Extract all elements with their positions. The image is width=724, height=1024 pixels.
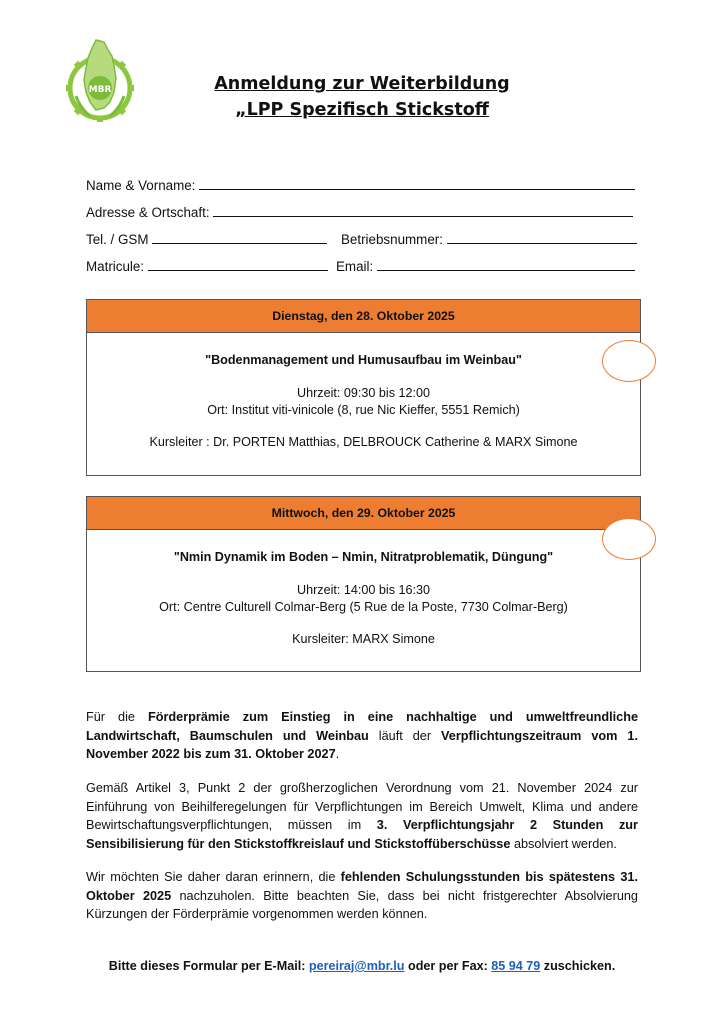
tel-label: Tel. / GSM xyxy=(86,232,149,247)
p3-text-a: Wir möchten Sie daher daran erinnern, die xyxy=(86,870,341,884)
email-label: Email: xyxy=(336,259,374,274)
session-place-1: Ort: Institut viti-vinicole (8, rue Nic Kieffer, 5551 Remich) xyxy=(207,403,520,417)
document-subtitle: „LPP Spezifisch Stickstoff xyxy=(235,100,489,120)
matricule-label: Matricule: xyxy=(86,259,145,274)
p1-text-e: . xyxy=(335,747,340,761)
session-topic-1: "Bodenmanagement und Humusaufbau im Weinbau" xyxy=(205,353,522,367)
session-topic-2: "Nmin Dynamik im Boden – Nmin, Nitratproblematik, Düngung" xyxy=(173,550,554,564)
p1-text-c: läuft der xyxy=(368,728,442,743)
session-date-1: Dienstag, den 28. Oktober 2025 xyxy=(87,300,640,333)
session-2-checkbox[interactable] xyxy=(602,518,656,560)
p2-text-c: absolviert werden. xyxy=(510,836,617,851)
p2-text-a: Gemäß Artikel 3, Punkt 2 der großherzoglichen Verordnung vom 21. November 2024 zur Einführung von Beihilferegelungen für Verpflichtungen im Bereich Umwelt, Klima und andere Bewirtschaftungsverpflichtungen, müssen im xyxy=(86,781,638,832)
p3-text-c: nachzuholen. Bitte beachten Sie, dass bei nicht fristgerechter Absolvierung Kürzungen der Förderprämie vorgenommen werden können. xyxy=(86,888,638,921)
footer-text-b: oder per Fax: xyxy=(404,959,492,973)
session-place-2: Ort: Centre Culturell Colmar-Berg (5 Rue de la Poste, 7730 Colmar-Berg) xyxy=(159,600,568,614)
session-body-2 xyxy=(87,550,640,646)
address-field[interactable] xyxy=(213,204,633,217)
session-date-2: Mittwoch, den 29. Oktober 2025 xyxy=(87,497,640,530)
session-box-2 xyxy=(86,496,641,672)
matricule-field[interactable] xyxy=(148,258,328,271)
svg-text:MBR: MBR xyxy=(88,85,112,95)
p1-bold-b: Förderprämie zum Einstieg in eine nachhaltige und umweltfreundliche Landwirtschaft, Baumschulen und Weinbau xyxy=(86,710,638,743)
session-time-2: Uhrzeit: 14:00 bis 16:30 xyxy=(296,583,430,597)
form-row-tel xyxy=(86,231,327,247)
paragraph-reminder xyxy=(86,868,638,924)
tel-field[interactable] xyxy=(152,231,327,244)
p1-text-a: Für die xyxy=(86,710,148,724)
form-row-email xyxy=(336,258,635,274)
form-row-address xyxy=(86,204,633,220)
mbr-logo xyxy=(66,36,134,132)
session-box-1 xyxy=(86,299,641,476)
form-row-betrieb xyxy=(341,231,637,247)
email-field[interactable] xyxy=(377,258,635,271)
address-label: Adresse & Ortschaft: xyxy=(86,205,210,220)
session-body-1 xyxy=(87,353,640,449)
form-row-name xyxy=(86,177,635,193)
footer-instructions xyxy=(0,959,724,973)
name-field[interactable] xyxy=(199,177,635,190)
betrieb-field[interactable] xyxy=(447,231,637,244)
session-leader-1: Kursleiter : Dr. PORTEN Matthias, DELBROUCK Catherine & MARX Simone xyxy=(149,435,578,449)
fax-link[interactable]: 85 94 79 xyxy=(491,959,541,973)
email-link[interactable]: pereiraj@mbr.lu xyxy=(308,959,405,973)
p1-bold-d: Verpflichtungszeitraum vom 1. November 2022 bis zum 31. Oktober 2027 xyxy=(86,728,638,761)
betrieb-label: Betriebsnummer: xyxy=(341,232,443,247)
form-row-matricule xyxy=(86,258,328,274)
document-title: Anmeldung zur Weiterbildung xyxy=(214,74,510,94)
footer-text-a: Bitte dieses Formular per E-Mail: xyxy=(108,959,309,973)
session-time-1: Uhrzeit: 09:30 bis 12:00 xyxy=(296,386,430,400)
paragraph-regulation xyxy=(86,779,638,853)
session-leader-2: Kursleiter: MARX Simone xyxy=(292,632,435,646)
p3-bold-b: fehlenden Schulungsstunden bis spätestens 31. Oktober 2025 xyxy=(86,870,638,903)
paragraph-funding xyxy=(86,708,638,764)
footer-text-c: zuschicken. xyxy=(540,959,616,973)
p2-bold-b: 3. Verpflichtungsjahr 2 Stunden zur Sensibilisierung für den Stickstoffkreislauf und Stickstoffüberschüsse xyxy=(86,818,638,851)
name-label: Name & Vorname: xyxy=(86,178,196,193)
session-1-checkbox[interactable] xyxy=(602,340,656,382)
